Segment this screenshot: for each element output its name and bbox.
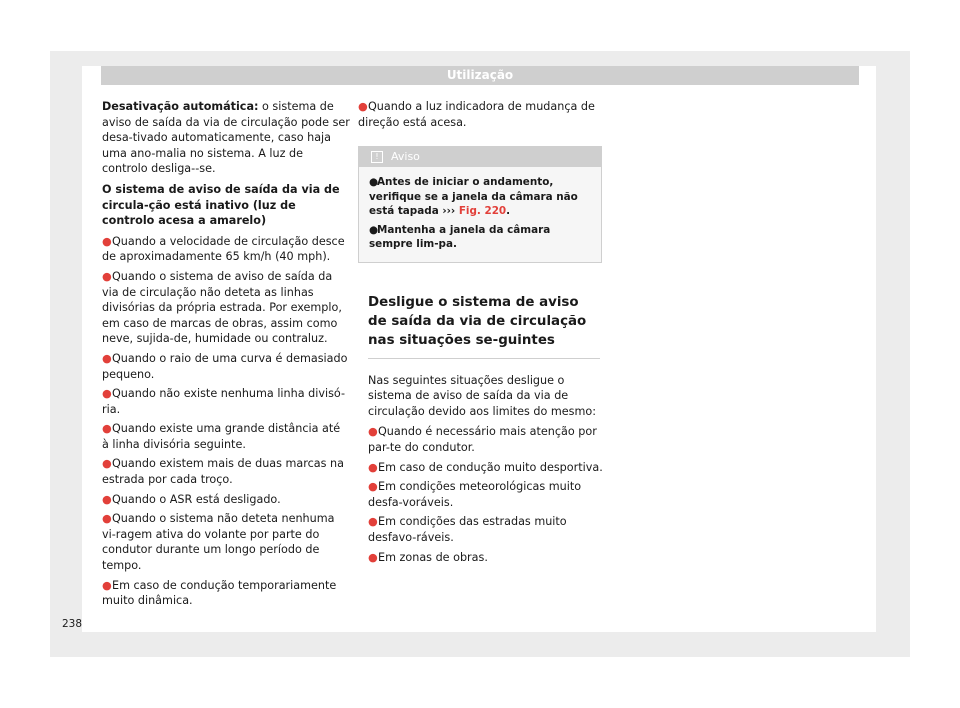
bullet-icon: ●: [102, 387, 112, 401]
list-item-text: Em caso de condução muito desportiva.: [378, 460, 603, 474]
list-item-text: Quando não existe nenhuma linha divisó-ria.: [102, 387, 345, 416]
middle-column: [358, 99, 602, 569]
left-column: [102, 99, 350, 613]
intro-paragraph: [102, 99, 350, 177]
bullet-icon: ●: [369, 223, 379, 236]
list-item: [368, 479, 604, 510]
list-item: [368, 460, 604, 476]
inactive-conditions-list: [102, 234, 350, 609]
warning-header: [359, 147, 601, 167]
list-item: [368, 550, 604, 566]
warning-item-text: Antes de iniciar o andamento, verifique se a janela da câmara não está tapada: [369, 176, 578, 218]
intro-text: o sistema de aviso de saída da via de circulação pode ser desa-tivado automaticamente, caso haja uma ano-malia no sistema. A luz de controlo desliga--se.: [102, 100, 350, 176]
bullet-icon: ●: [368, 480, 378, 494]
reference-arrow-icon: ›››: [438, 205, 459, 218]
bullet-icon: ●: [368, 425, 378, 439]
bullet-icon: ●: [102, 269, 112, 283]
list-item-text: Quando o sistema não deteta nenhuma vi-ragem ativa do volante por parte do condutor durante um longo período de tempo.: [102, 512, 335, 573]
list-item-text: Quando existem mais de duas marcas na estrada por cada troço.: [102, 457, 344, 487]
list-item-text: Quando o ASR está desligado.: [112, 492, 281, 506]
intro-bold-label: Desativação automática:: [102, 100, 259, 113]
figure-reference-link[interactable]: Fig. 220: [458, 205, 507, 218]
section-header: Utilização: [101, 66, 859, 85]
warning-item: [369, 175, 593, 219]
bullet-icon: ●: [369, 176, 379, 189]
warning-item-text: Mantenha a janela da câmara sempre lim-pa.: [369, 223, 551, 251]
list-item: [102, 234, 350, 265]
list-item: [358, 99, 602, 130]
list-item: [102, 578, 350, 609]
bullet-icon: ●: [102, 422, 112, 436]
bullet-icon: ●: [368, 550, 378, 564]
list-item: [102, 269, 350, 347]
list-item: [102, 386, 350, 417]
section-intro: Nas seguintes situações desligue o sistema de aviso de saída da via de circulação devido aos limites do mesmo:: [368, 373, 597, 418]
bullet-icon: ●: [368, 515, 378, 529]
bullet-icon: ●: [358, 100, 368, 113]
list-item-text: Em zonas de obras.: [378, 550, 488, 564]
list-item-text: Em condições das estradas muito desfavo-ráveis.: [368, 515, 567, 545]
list-item: [102, 421, 350, 452]
list-item: [368, 424, 604, 455]
list-item: [102, 456, 350, 487]
warning-box: [358, 146, 602, 263]
warning-body: [359, 167, 601, 262]
bullet-icon: ●: [368, 460, 378, 474]
bullet-icon: ●: [102, 351, 112, 365]
inactive-heading: O sistema de aviso de saída da via de circula-ção está inativo (luz de controlo acesa a amarelo): [102, 182, 340, 228]
bullet-icon: ●: [102, 512, 112, 526]
list-item: [368, 514, 604, 545]
list-item-text: Quando é necessário mais atenção por par-te do condutor.: [368, 425, 597, 455]
section-heading: Desligue o sistema de aviso de saída da via de circulação nas situações se-guintes: [368, 293, 600, 359]
list-item-text: Em caso de condução temporariamente muito dinâmica.: [102, 578, 337, 608]
bullet-icon: ●: [102, 234, 112, 248]
list-item-text: Quando a velocidade de circulação desce de aproximadamente 65 km/h (40 mph).: [102, 234, 345, 264]
warning-item-end: .: [506, 205, 511, 218]
page-number: 238: [62, 618, 83, 630]
bullet-icon: ●: [102, 492, 112, 506]
list-item: [102, 511, 350, 573]
list-item-text: Quando a luz indicadora de mudança de direção está acesa.: [358, 100, 595, 129]
list-item-text: Em condições meteorológicas muito desfa-voráveis.: [368, 480, 582, 509]
bullet-icon: ●: [102, 578, 112, 592]
list-item-text: Quando existe uma grande distância até à linha divisória seguinte.: [102, 422, 341, 451]
bullet-icon: ●: [102, 457, 112, 471]
list-item: [102, 351, 350, 382]
warning-icon: !: [371, 151, 383, 163]
list-item-text: Quando o raio de uma curva é demasiado pequeno.: [102, 351, 348, 381]
warning-title: Aviso: [391, 150, 420, 164]
section-content: [358, 373, 604, 566]
list-item: [102, 492, 350, 508]
list-item-text: Quando o sistema de aviso de saída da via de circulação não deteta as linhas divisórias da própria estrada. Por exemplo, em caso de marcas de obras, assim como neve, sujida-de, humidade ou contraluz.: [102, 269, 342, 346]
warning-item: [369, 223, 593, 252]
